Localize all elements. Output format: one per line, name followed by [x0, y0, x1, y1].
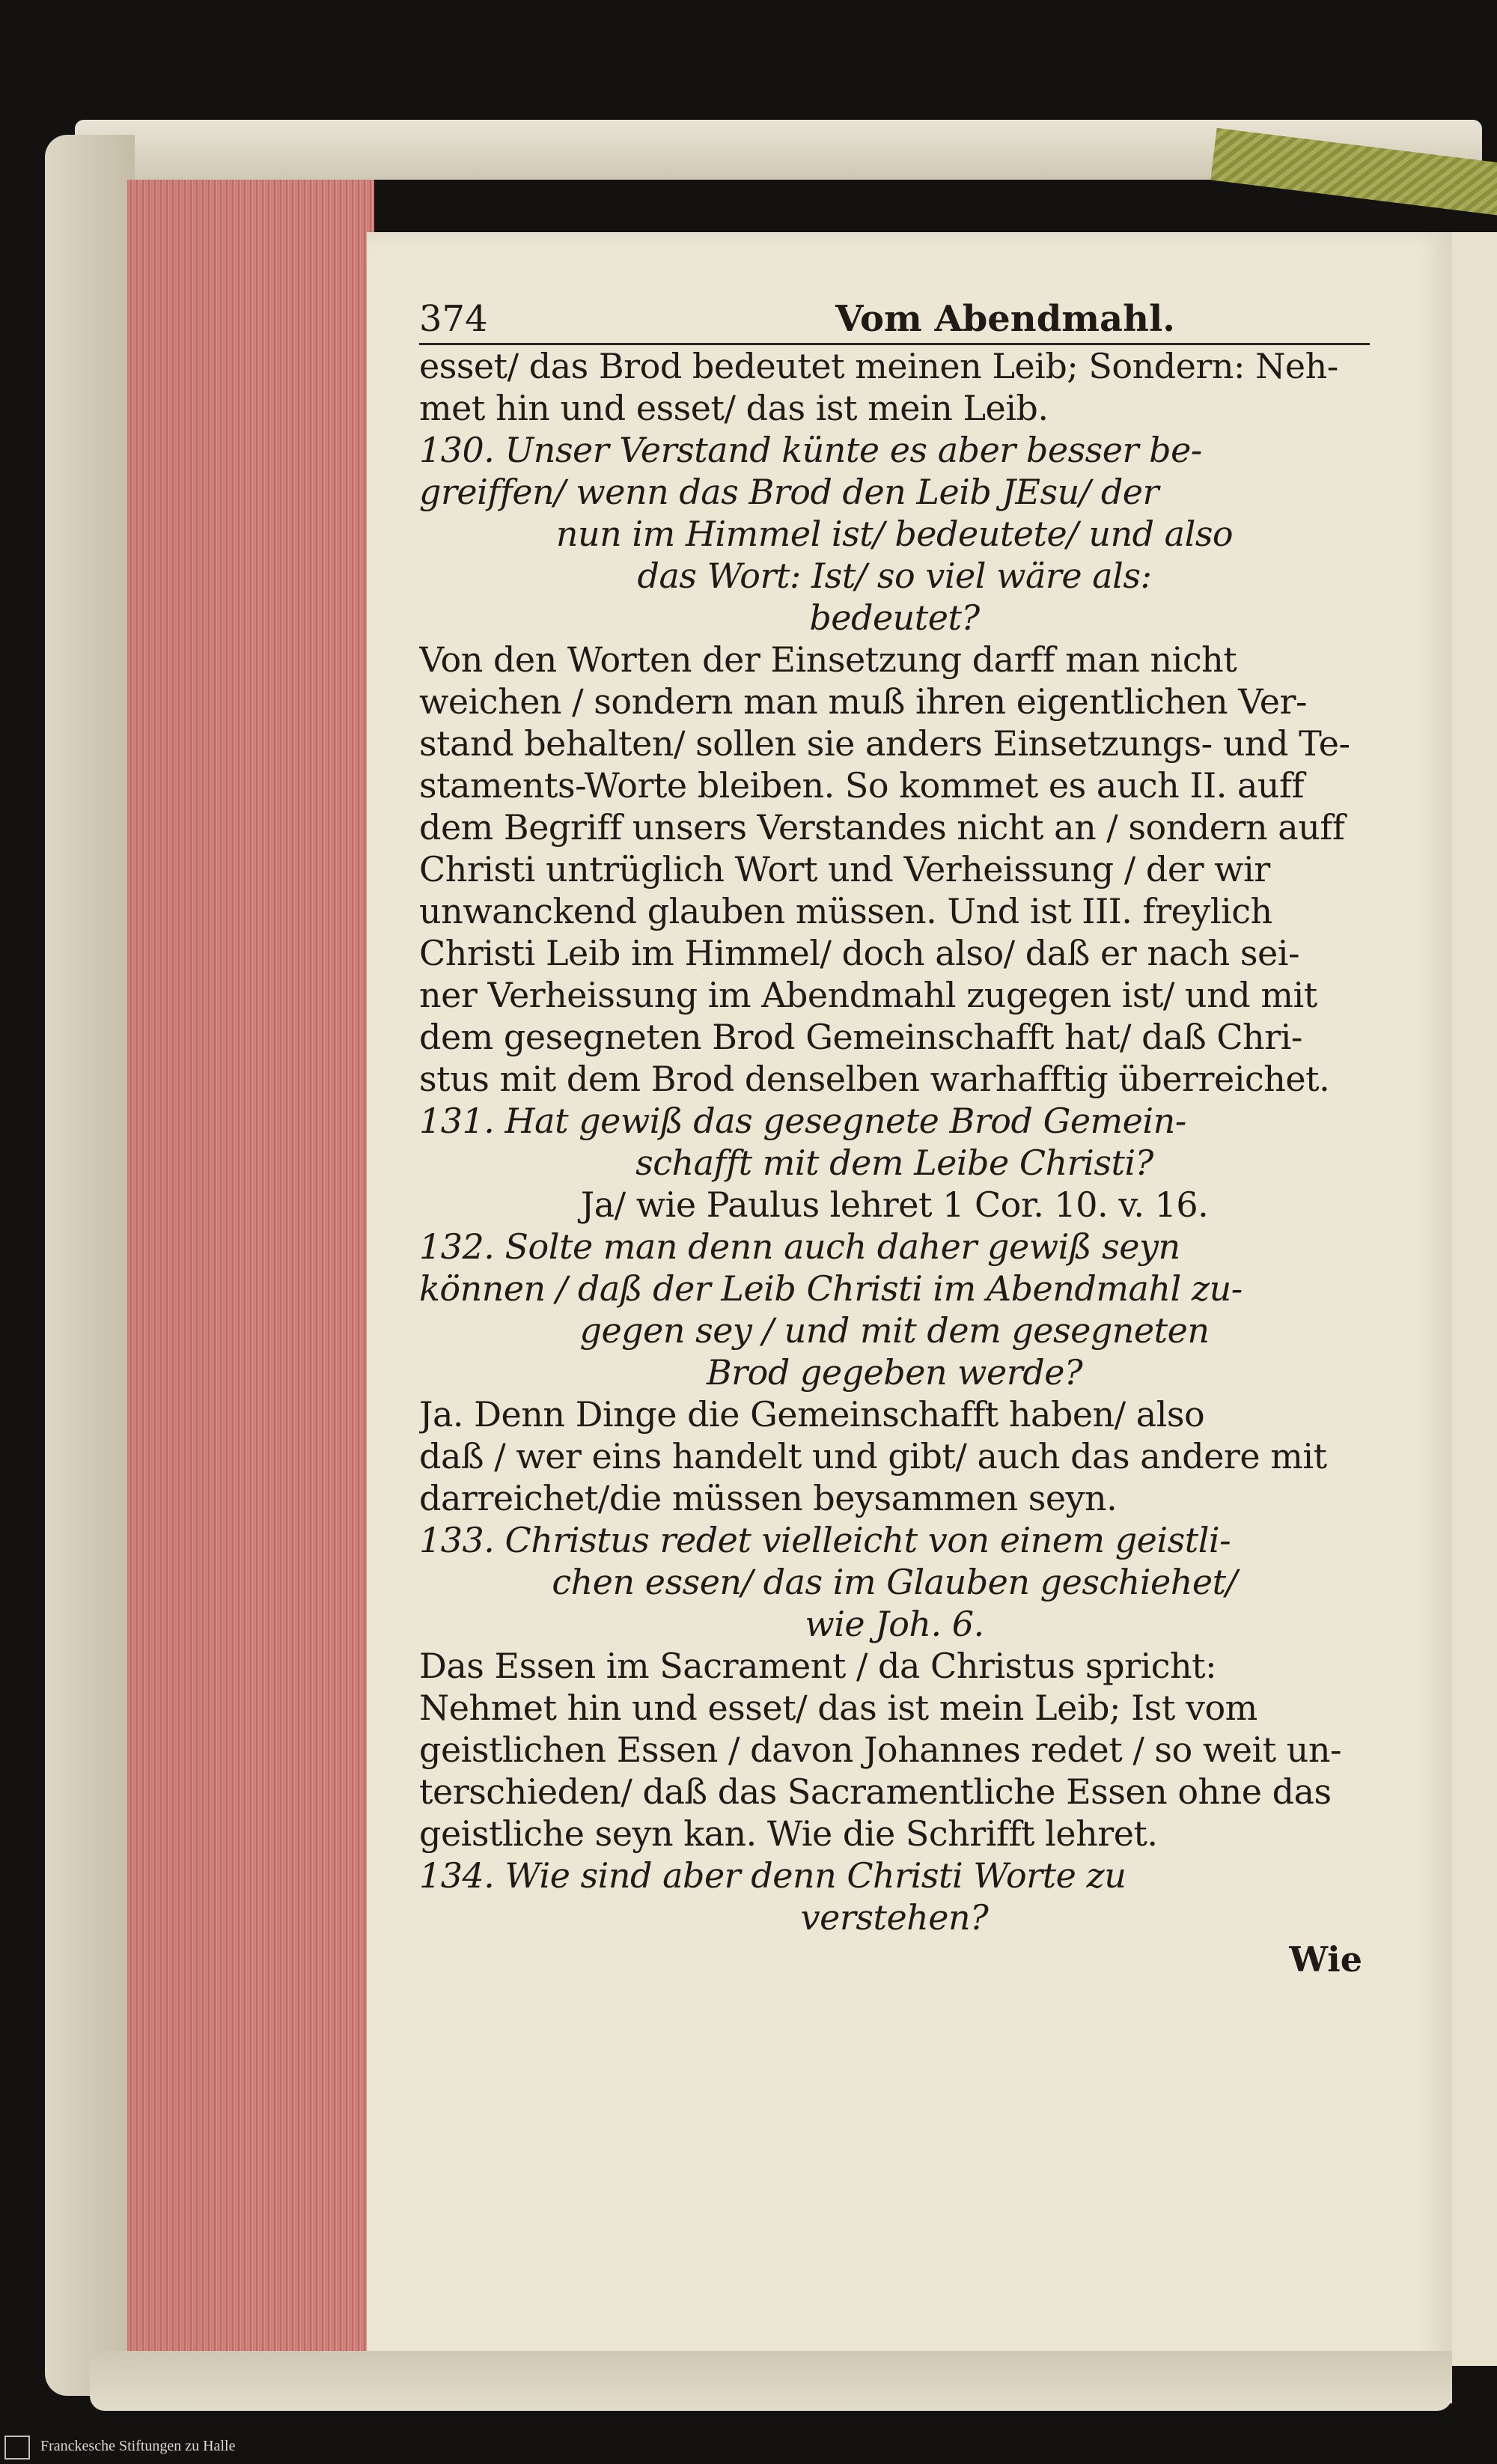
question-line: greiffen/ wenn das Brod den Leib JEsu/ der: [419, 472, 1159, 512]
text-line: Ja/ wie Paulus lehret 1 Cor. 10. v. 16.: [580, 1184, 1209, 1225]
institution-logo-icon: [4, 2436, 30, 2460]
footer-bar: [0, 2432, 1497, 2464]
text-line: dem gesegneten Brod Gemeinschafft hat/ daß Chri-: [419, 1017, 1302, 1057]
question-line: 132. Solte man denn auch daher gewiß seyn: [419, 1226, 1180, 1267]
question-line: Brod gegeben werde?: [706, 1352, 1083, 1393]
text-line: stand behalten/ sollen sie anders Einsetzungs- und Te-: [419, 723, 1350, 764]
question-line: nun im Himmel ist/ bedeutete/ und also: [555, 514, 1234, 554]
question-line: schafft mit dem Leibe Christi?: [635, 1143, 1153, 1183]
question-line: 131. Hat gewiß das gesegnete Brod Gemein-: [419, 1101, 1186, 1141]
question-line: chen essen/ das im Glauben geschiehet/: [552, 1562, 1237, 1602]
text-line: Christi untrüglich Wort und Verheissung / der wir: [419, 849, 1270, 889]
running-title: Vom Abendmahl.: [835, 298, 1175, 340]
question-line: das Wort: Ist/ so viel wäre als:: [637, 556, 1152, 596]
text-line: Nehmet hin und esset/ das ist mein Leib; Ist vom: [419, 1688, 1257, 1728]
page-header: [419, 285, 1370, 345]
question-line: 130. Unser Verstand künte es aber besser be-: [419, 430, 1202, 470]
text-line: Christi Leib im Himmel/ doch also/ daß er nach sei-: [419, 933, 1299, 973]
text-line: daß / wer eins handelt und gibt/ auch das andere mit: [419, 1436, 1327, 1476]
text-line: unwanckend glauben müssen. Und ist III. freylich: [419, 891, 1272, 931]
text-line: stus mit dem Brod denselben warhafftig überreichet.: [419, 1059, 1330, 1099]
question-line: 133. Christus redet vielleicht von einem geistli-: [419, 1520, 1231, 1560]
book-cover-spine: [45, 135, 135, 2396]
page-edges: [127, 180, 374, 2351]
question-line: gegen sey / und mit dem gesegneten: [579, 1310, 1210, 1351]
book-cover-bottom: [90, 2351, 1452, 2411]
question-line: 134. Wie sind aber denn Christi Worte zu: [419, 1855, 1126, 1896]
text-line: staments-Worte bleiben. So kommet es auch II. auff: [419, 765, 1305, 806]
text-line: geistlichen Essen / davon Johannes redet / so weit un-: [419, 1730, 1342, 1770]
institution-label: Franckesche Stiftungen zu Halle: [40, 2438, 236, 2454]
text-line: terschieden/ daß das Sacramentliche Essen ohne das: [419, 1771, 1332, 1812]
question-line: bedeutet?: [809, 597, 980, 638]
text-line: geistliche seyn kan. Wie die Schrifft lehret.: [419, 1813, 1158, 1854]
text-line: ner Verheissung im Abendmahl zugegen ist/ und mit: [419, 975, 1317, 1015]
page-text: [419, 285, 1370, 1980]
page-number: 374: [419, 298, 488, 340]
text-line: Von den Worten der Einsetzung darff man nicht: [419, 639, 1237, 680]
text-line: esset/ das Brod bedeutet meinen Leib; Sondern: Neh-: [419, 346, 1338, 386]
text-line: darreichet/die müssen beysammen seyn.: [419, 1478, 1118, 1518]
text-line: Ja. Denn Dinge die Gemeinschafft haben/ also: [419, 1394, 1205, 1435]
question-line: wie Joh. 6.: [805, 1604, 984, 1644]
text-line: met hin und esset/ das ist mein Leib.: [419, 388, 1049, 428]
catchword: Wie: [1289, 1939, 1362, 1980]
question-line: verstehen?: [800, 1897, 989, 1938]
text-line: weichen / sondern man muß ihren eigentlichen Ver-: [419, 681, 1308, 722]
text-line: dem Begriff unsers Verstandes nicht an / sondern auff: [419, 807, 1345, 848]
text-body: [419, 345, 1370, 1938]
text-line: Das Essen im Sacrament / da Christus spricht:: [419, 1646, 1217, 1686]
question-line: können / daß der Leib Christi im Abendmahl zu-: [419, 1268, 1243, 1309]
